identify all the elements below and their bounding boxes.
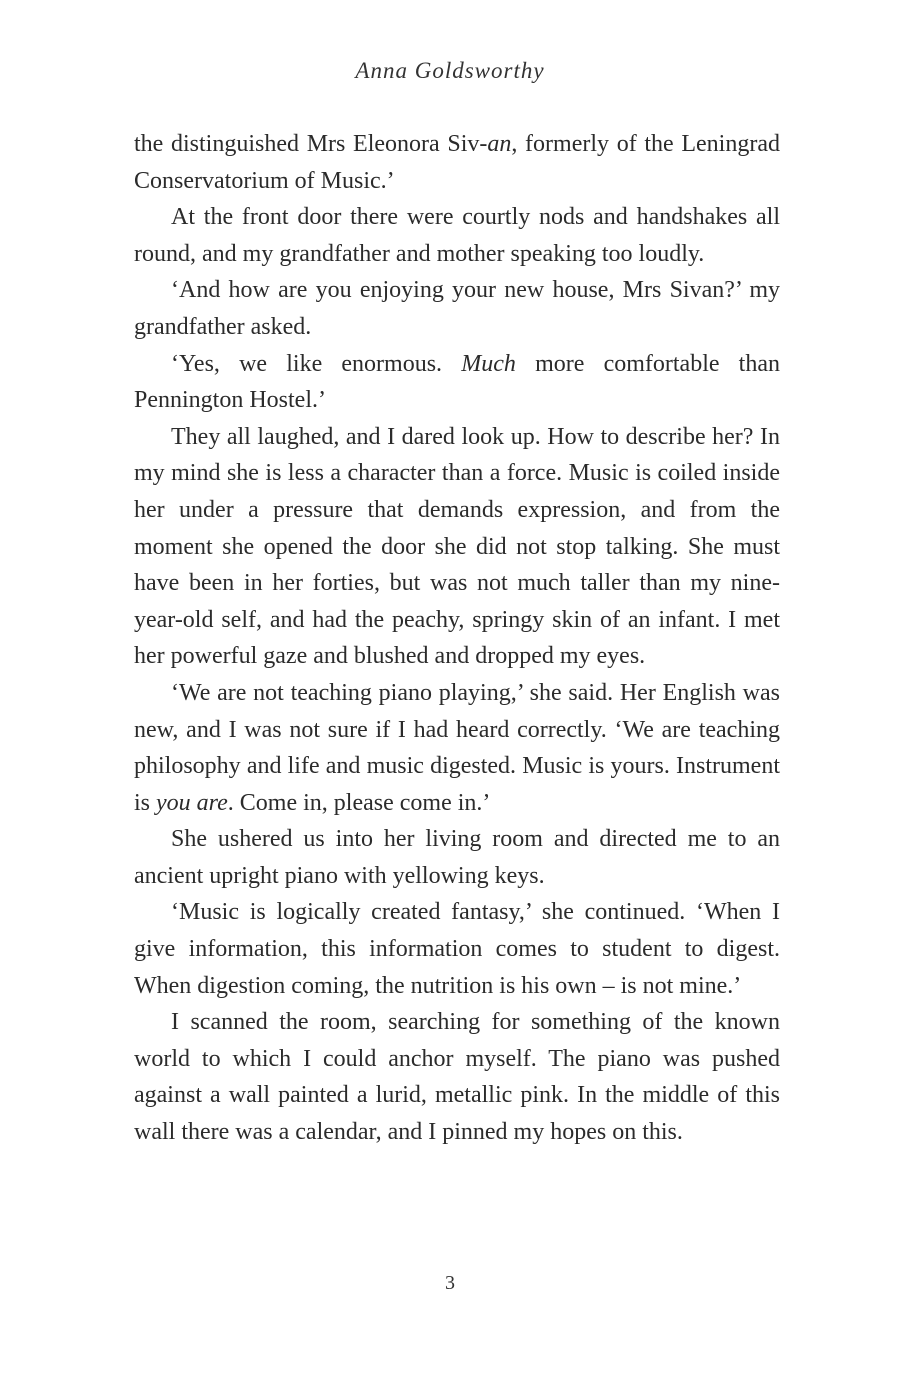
running-head: Anna Goldsworthy [355,58,545,83]
text-segment: . Come in, please come in.’ [227,789,491,816]
body-text [134,126,780,1151]
text-segment: ‘Yes, we like enormous. [171,350,462,377]
text-segment: , formerly of the Leningrad Conservatorium of Music.’ [134,131,780,194]
paragraph [134,126,780,199]
page-number: 3 [445,1272,455,1294]
text-segment: I scanned the room, searching for something of the known world to which I could anchor myself. The piano was pushed against a wall painted a lurid, metallic pink. In the middle of this wall there was a calendar, and I pinned my hopes on this. [134,1009,780,1146]
paragraph [134,675,780,821]
paragraph [134,419,780,675]
paragraph [134,894,780,1004]
paragraph [134,1004,780,1150]
paragraph [134,821,780,894]
italic-segment: you are [156,789,228,816]
text-segment: They all laughed, and I dared look up. How to describe her? In my mind she is less a character than a force. Music is coiled inside her under a pressure that demands expression, and from the moment she opened the door she did not stop talking. She must have been in her forties, but was not much taller than my nine-year-old self, and had the peachy, springy skin of an infant. I met her powerful gaze and blushed and dropped my eyes. [134,423,780,670]
paragraph [134,199,780,272]
paragraph [134,272,780,345]
text-segment: ‘Music is logically created fantasy,’ she continued. ‘When I give information, this information comes to student to digest. When digestion coming, the nutrition is his own – is not mine.’ [134,899,780,999]
paragraph [134,346,780,419]
text-segment: ‘And how are you enjoying your new house, Mrs Sivan?’ my grandfather asked. [134,277,780,340]
text-segment: ‘We are not teaching piano playing,’ she said. Her English was new, and I was not sure if I had heard correctly. ‘We are teaching philosophy and life and music digested. Music is yours. Instrument is [134,679,780,816]
text-segment: At the front door there were courtly nods and handshakes all round, and my grandfather and mother speaking too loudly. [134,204,780,267]
text-segment: the distinguished Mrs Eleonora Siv- [134,131,488,157]
text-segment: more comfortable than Pennington Hostel.’ [134,350,781,414]
italic-segment: an [487,131,512,157]
text-segment: She ushered us into her living room and directed me to an ancient upright piano with yellowing keys. [134,826,780,889]
italic-segment: Much [461,350,516,377]
